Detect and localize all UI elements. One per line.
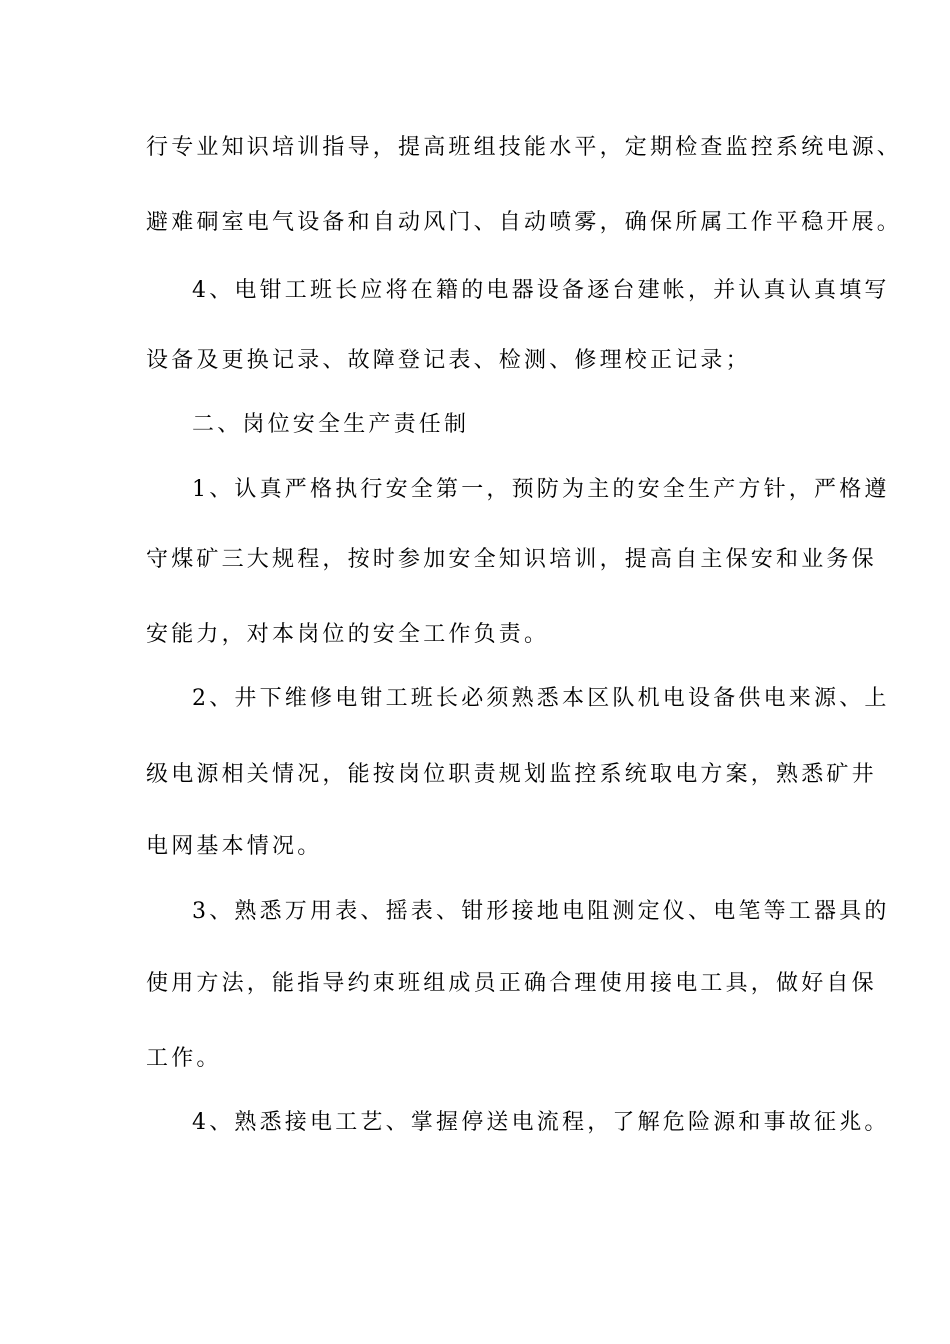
- text-line-11: 电网基本情况。: [146, 834, 323, 859]
- section-heading: 二、岗位安全生产责任制: [192, 412, 470, 437]
- text-line-4: 设备及更换记录、故障登记表、检测、修理校正记录；: [146, 348, 751, 373]
- text-line-8: 安能力，对本岗位的安全工作负责。: [146, 622, 550, 647]
- item-2-start: 2、井下维修电钳工班长必须熟悉本区队机电设备供电来源、上: [192, 686, 890, 711]
- text-line-13: 使用方法，能指导约束班组成员正确合理使用接电工具，做好自保: [146, 971, 877, 996]
- text-line-7: 守煤矿三大规程，按时参加安全知识培训，提高自主保安和业务保: [146, 547, 877, 572]
- paragraph-4-start: 4、电钳工班长应将在籍的电器设备逐台建帐，并认真认真填写: [192, 278, 890, 303]
- text-line-2: 避难硐室电气设备和自动风门、自动喷雾，确保所属工作平稳开展。: [146, 210, 903, 235]
- item-4-start: 4、熟悉接电工艺、掌握停送电流程，了解危险源和事故征兆。: [192, 1110, 890, 1135]
- text-line-1: 行专业知识培训指导，提高班组技能水平，定期检查监控系统电源、: [146, 135, 903, 160]
- text-line-10: 级电源相关情况，能按岗位职责规划监控系统取电方案，熟悉矿井: [146, 762, 877, 787]
- text-line-14: 工作。: [146, 1046, 222, 1071]
- item-3-start: 3、熟悉万用表、摇表、钳形接地电阻测定仪、电笔等工器具的: [192, 899, 890, 924]
- item-1-start: 1、认真严格执行安全第一，预防为主的安全生产方针，严格遵: [192, 477, 890, 502]
